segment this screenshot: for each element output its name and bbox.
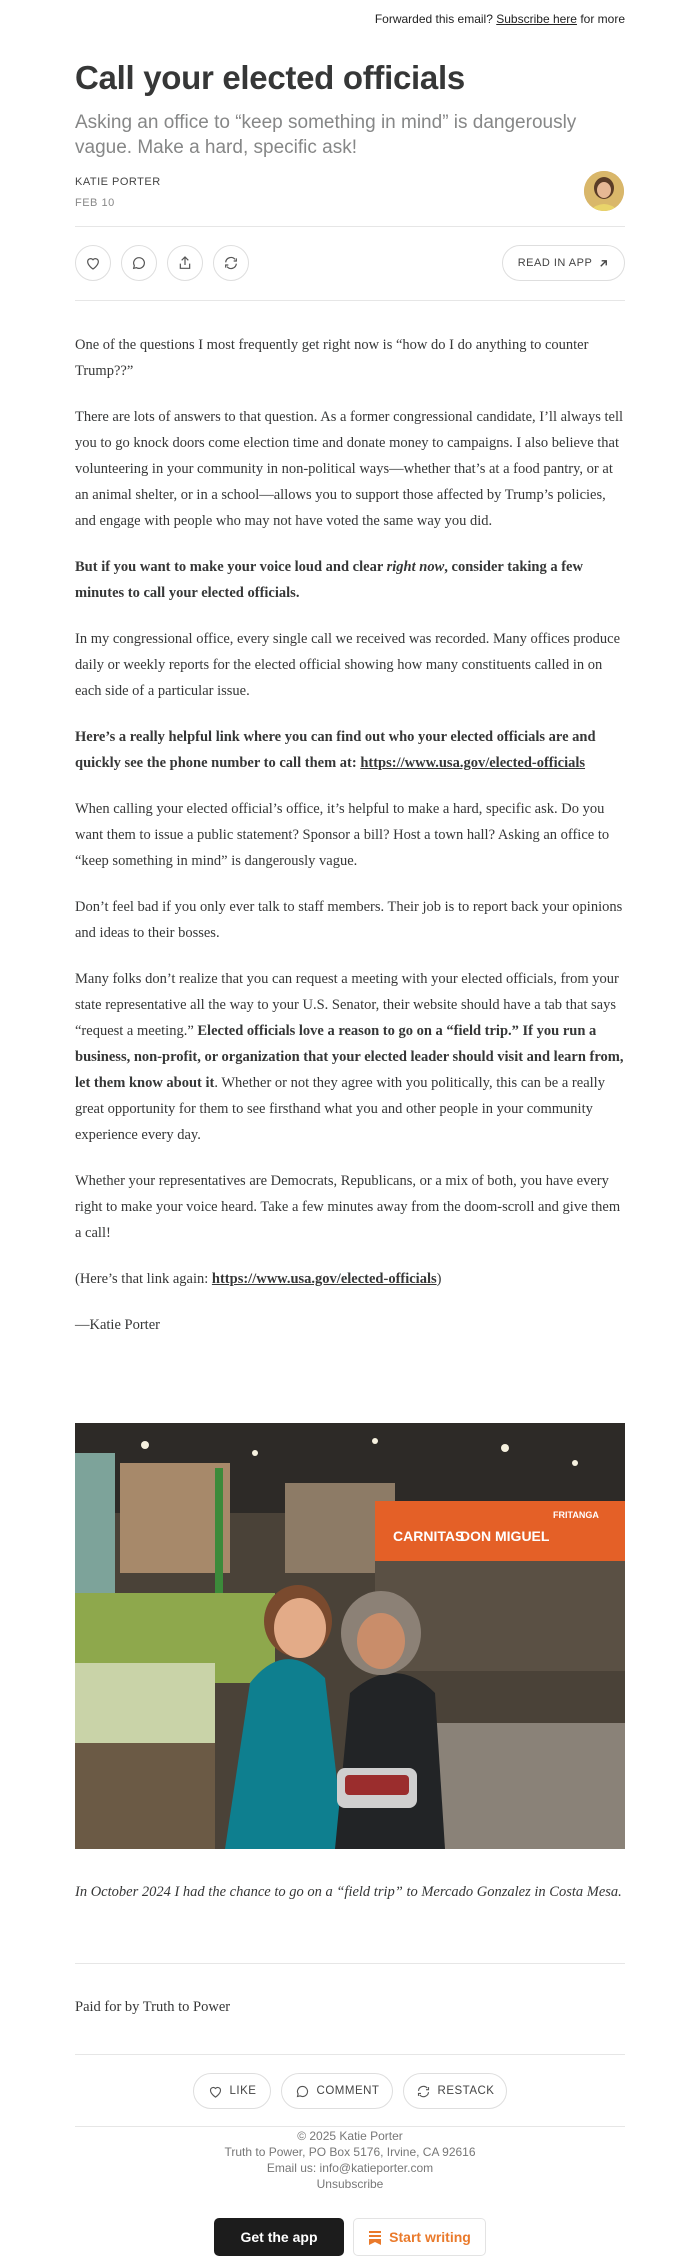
get-app-button[interactable]: Get the app bbox=[214, 2218, 344, 2256]
forward-text: Forwarded this email? bbox=[374, 12, 493, 26]
post-body bbox=[75, 332, 625, 1358]
share-icon bbox=[177, 255, 193, 271]
read-in-app-label: READ IN APP bbox=[517, 257, 593, 269]
comment-button[interactable] bbox=[121, 245, 157, 281]
read-in-app-button[interactable] bbox=[502, 245, 625, 281]
signoff: —Katie Porter bbox=[75, 1317, 160, 1333]
sign-fritanga: FRITANGA bbox=[553, 1510, 599, 1520]
divider bbox=[75, 226, 625, 227]
elected-officials-link-repeat[interactable]: https://www.usa.gov/elected-officials bbox=[211, 1271, 437, 1287]
footer-copyright: © 2025 Katie Porter bbox=[297, 2129, 403, 2143]
unsubscribe-link[interactable]: Unsubscribe bbox=[316, 2177, 384, 2191]
paragraph: Many folks don’t realize that you can request a meeting with your elected officials, from your state representative all the way to your U.S. Senator, their website should have a tab that says “request a meeting.” Elected officials love a reason to go on a “field trip.” If you run a business, non-profit, or organization that your elected leader should visit and learn from, let them know about it. Whether or not they agree with you politically, this can be a really great opportunity for them to see firsthand what you and other people in your community experience every day. bbox=[75, 971, 624, 1143]
divider bbox=[75, 2054, 625, 2055]
divider bbox=[75, 2126, 625, 2127]
arrow-up-right-icon bbox=[598, 258, 609, 269]
market-photo[interactable] bbox=[75, 1423, 625, 1849]
restack-label: RESTACK bbox=[437, 2085, 495, 2097]
restack-pill-button[interactable] bbox=[403, 2073, 507, 2109]
heart-icon bbox=[85, 255, 101, 271]
post-subtitle: Asking an office to “keep something in mind” is dangerously vague. Make a hard, specific ask! bbox=[75, 112, 577, 158]
paragraph: In my congressional office, every single call we received was recorded. Many offices produce daily or weekly reports for the elected official showing how many constituents called in on each side of a particular issue. bbox=[75, 631, 621, 699]
paragraph: Don’t feel bad if you only ever talk to staff members. Their job is to report back your opinions and ideas to their bosses. bbox=[75, 899, 623, 941]
comment-label: COMMENT bbox=[316, 2085, 380, 2097]
comment-icon bbox=[295, 2084, 310, 2099]
photo-caption: In October 2024 I had the chance to go on a “field trip” to Mercado Gonzalez in Costa Mesa. bbox=[75, 1884, 622, 1900]
author-name[interactable]: KATIE PORTER bbox=[75, 176, 161, 188]
post-title[interactable]: Call your elected officials bbox=[75, 59, 465, 96]
divider bbox=[75, 1963, 625, 1964]
heart-icon bbox=[208, 2084, 223, 2099]
forward-banner bbox=[375, 12, 625, 26]
paragraph: Whether your representatives are Democrats, Republicans, or a mix of both, you have every right to make your voice heard. Take a few minutes away from the doom-scroll and give them a call! bbox=[75, 1173, 621, 1241]
like-button[interactable] bbox=[75, 245, 111, 281]
forward-suffix: for more bbox=[580, 12, 625, 26]
start-writing-button[interactable] bbox=[353, 2218, 486, 2256]
paragraph: (Here’s that link again: https://www.usa.gov/elected-officials) bbox=[75, 1271, 442, 1287]
restack-icon bbox=[223, 255, 239, 271]
post-date: FEB 10 bbox=[75, 197, 115, 209]
elected-officials-link[interactable]: https://www.usa.gov/elected-officials bbox=[360, 755, 586, 771]
comment-pill-button[interactable] bbox=[281, 2073, 393, 2109]
avatar[interactable] bbox=[584, 171, 624, 211]
footer-email: Email us: info@katieporter.com bbox=[266, 2161, 434, 2175]
substack-logo-icon bbox=[368, 2230, 382, 2245]
paragraph: But if you want to make your voice loud and clear right now, consider taking a few minutes to call your elected officials. bbox=[75, 559, 583, 601]
share-button[interactable] bbox=[167, 245, 203, 281]
sign-store: DON MIGUEL bbox=[460, 1528, 550, 1544]
like-pill-button[interactable] bbox=[193, 2073, 271, 2109]
restack-button[interactable] bbox=[213, 245, 249, 281]
comment-icon bbox=[131, 255, 147, 271]
paid-for-by: Paid for by Truth to Power bbox=[75, 1999, 231, 2015]
subscribe-link[interactable]: Subscribe here bbox=[496, 12, 577, 26]
paragraph: One of the questions I most frequently get right now is “how do I do anything to counter Trump??” bbox=[75, 337, 589, 379]
paragraph: There are lots of answers to that question. As a former congressional candidate, I’ll always tell you to go knock doors come election time and donate money to campaigns. I also believe that volunteering in your community in non-political ways—whether that’s at a food pantry, or at an animal shelter, or in a school—allows you to support those affected by Trump’s policies, and engage with people who may not have voted the same way you did. bbox=[75, 409, 624, 529]
divider bbox=[75, 300, 625, 301]
paragraph: Here’s a really helpful link where you can find out who your elected officials are and quickly see the phone number to call them at: https://www.usa.gov/elected-officials bbox=[75, 729, 596, 771]
footer-address: Truth to Power, PO Box 5176, Irvine, CA 92616 bbox=[224, 2145, 476, 2159]
like-label: LIKE bbox=[229, 2085, 257, 2097]
restack-icon bbox=[416, 2084, 431, 2099]
start-writing-label: Start writing bbox=[389, 2229, 471, 2245]
sign-carnitas: CARNITAS bbox=[393, 1528, 465, 1544]
paragraph: When calling your elected official’s office, it’s helpful to make a hard, specific ask. Do you want them to issue a public statement? Sponsor a bill? Host a town hall? Asking an office to “keep something in mind” is dangerously vague. bbox=[75, 801, 610, 869]
